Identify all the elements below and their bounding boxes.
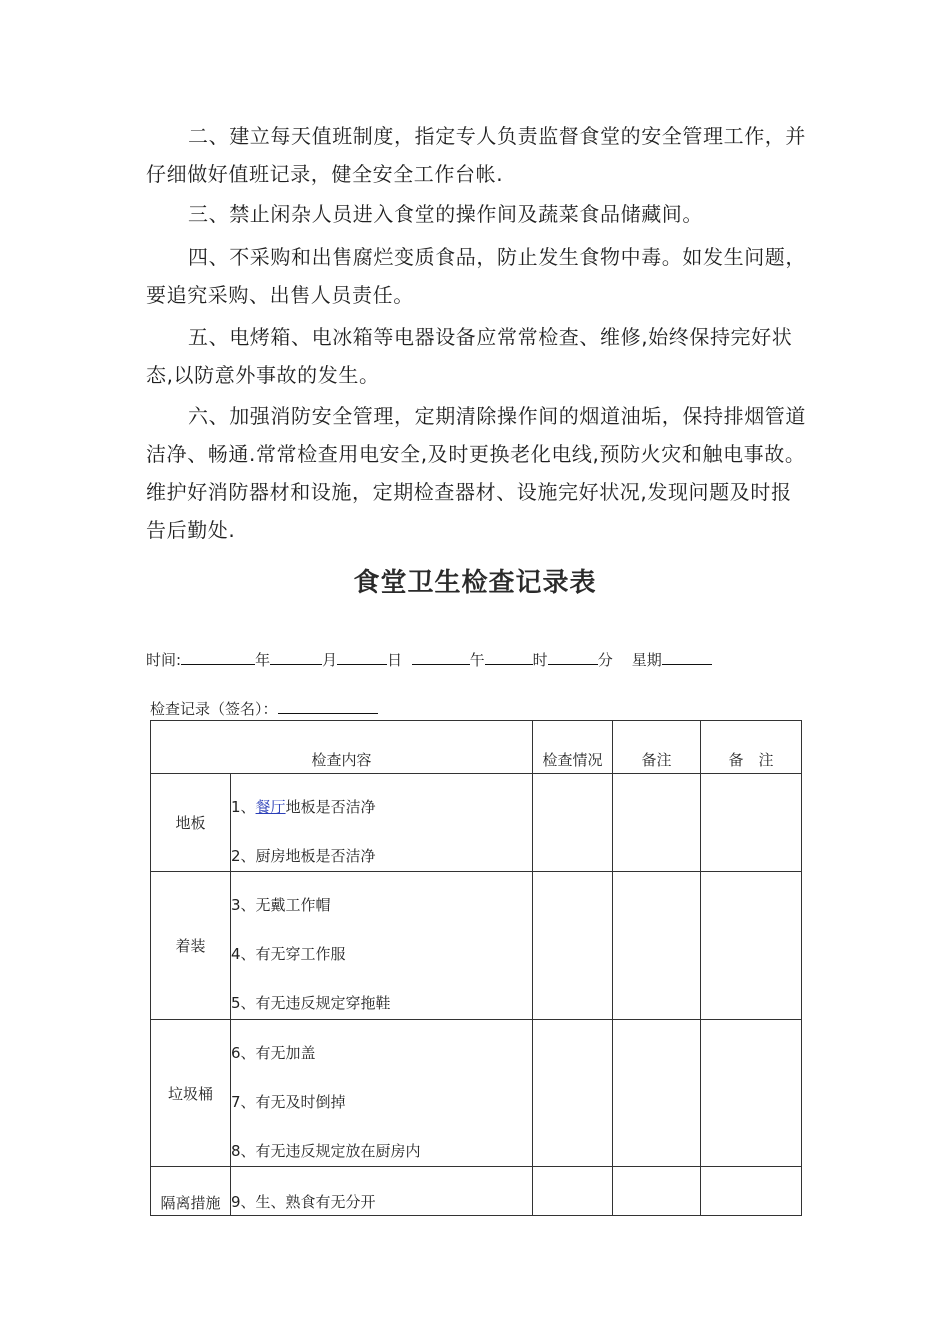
items-isolation <box>231 1167 533 1216</box>
category-isolation: 隔离措施 <box>151 1167 231 1216</box>
year-label: 年 <box>255 651 271 669</box>
remark-cell[interactable] <box>613 872 701 1020</box>
sign-blank[interactable] <box>278 697 378 714</box>
category-trash-bin: 垃圾桶 <box>151 1020 231 1167</box>
table-row <box>151 872 802 1020</box>
status-cell[interactable] <box>533 774 613 872</box>
list-item: 8、 有无违反规定放在厨房内 <box>231 1142 421 1160</box>
weekday-blank[interactable] <box>662 648 712 665</box>
list-item: 5、 有无违反规定穿拖鞋 <box>231 994 391 1012</box>
year-blank[interactable] <box>181 648 255 665</box>
month-blank[interactable] <box>270 648 322 665</box>
day-label: 日 <box>387 651 403 669</box>
status-cell[interactable] <box>533 872 613 1020</box>
paragraph-4: 四、不采购和出售腐烂变质食品，防止发生食物中毒。如发生问题，要追究采购、出售人员责任。 <box>146 245 806 307</box>
hour-label: 时 <box>532 651 548 669</box>
header-remark-2: 备 注 <box>701 721 802 774</box>
header-status: 检查情况 <box>533 721 613 774</box>
sign-label: 检查记录（签名）： <box>150 700 278 718</box>
header-content: 检查内容 <box>151 721 533 774</box>
paragraph-5: 五、电烤箱、电冰箱等电器设备应常常检查、维修,始终保持完好状态,以防意外事故的发生。 <box>146 325 793 387</box>
status-cell[interactable] <box>533 1167 613 1216</box>
category-attire: 着装 <box>151 872 231 1020</box>
list-item: 2、 厨房地板是否洁净 <box>231 847 376 865</box>
hour-blank[interactable] <box>485 648 533 665</box>
list-item: 6、 有无加盖 <box>231 1044 316 1062</box>
remark-cell[interactable] <box>613 774 701 872</box>
category-floor: 地板 <box>151 774 231 872</box>
header-remark-1: 备注 <box>613 721 701 774</box>
day-blank[interactable] <box>337 648 387 665</box>
remark-cell[interactable] <box>701 1167 802 1216</box>
list-item: 3、 无戴工作帽 <box>231 896 331 914</box>
page-title: 食堂卫生检查记录表 <box>353 568 597 598</box>
weekday-label: 星期 <box>631 651 662 669</box>
remark-cell[interactable] <box>613 1020 701 1167</box>
minute-blank[interactable] <box>548 648 598 665</box>
noon-label: 午 <box>469 651 485 669</box>
time-label: 时间: <box>146 651 182 669</box>
items-floor <box>231 774 533 872</box>
restaurant-link[interactable]: 餐厅 <box>255 798 286 816</box>
items-attire <box>231 872 533 1020</box>
remark-cell[interactable] <box>701 1020 802 1167</box>
list-item: 7、 有无及时倒掉 <box>231 1093 346 1111</box>
noon-blank[interactable] <box>412 648 470 665</box>
remark-cell[interactable] <box>701 774 802 872</box>
status-cell[interactable] <box>533 1020 613 1167</box>
month-label: 月 <box>322 651 338 669</box>
inspection-table <box>150 720 802 1216</box>
time-line <box>146 648 712 671</box>
remark-cell[interactable] <box>701 872 802 1020</box>
table-header-row <box>151 721 802 774</box>
minute-label: 分 <box>597 651 613 669</box>
sign-line <box>150 697 378 720</box>
paragraph-6: 六、加强消防安全管理，定期清除操作间的烟道油垢，保持排烟管道洁净、畅通.常常检查用电安全,及时更换老化电线,预防火灾和触电事故。维护好消防器材和设施，定期检查器材、设施完好状况,发现问题及时报告后勤处. <box>146 404 806 542</box>
list-item: 4、 有无穿工作服 <box>231 945 346 963</box>
list-item: 9、 生、熟食有无分开 <box>231 1193 376 1211</box>
paragraph-3: 三、禁止闲杂人员进入食堂的操作间及蔬菜食品储藏间。 <box>188 202 703 226</box>
items-trash-bin <box>231 1020 533 1167</box>
table-row <box>151 1167 802 1216</box>
table-row <box>151 774 802 872</box>
paragraph-2: 二、建立每天值班制度，指定专人负责监督食堂的安全管理工作，并仔细做好值班记录，健全安全工作台帐. <box>146 124 806 186</box>
table-row <box>151 1020 802 1167</box>
remark-cell[interactable] <box>613 1167 701 1216</box>
list-item: 1、 餐厅 地板是否洁净 <box>231 798 376 816</box>
